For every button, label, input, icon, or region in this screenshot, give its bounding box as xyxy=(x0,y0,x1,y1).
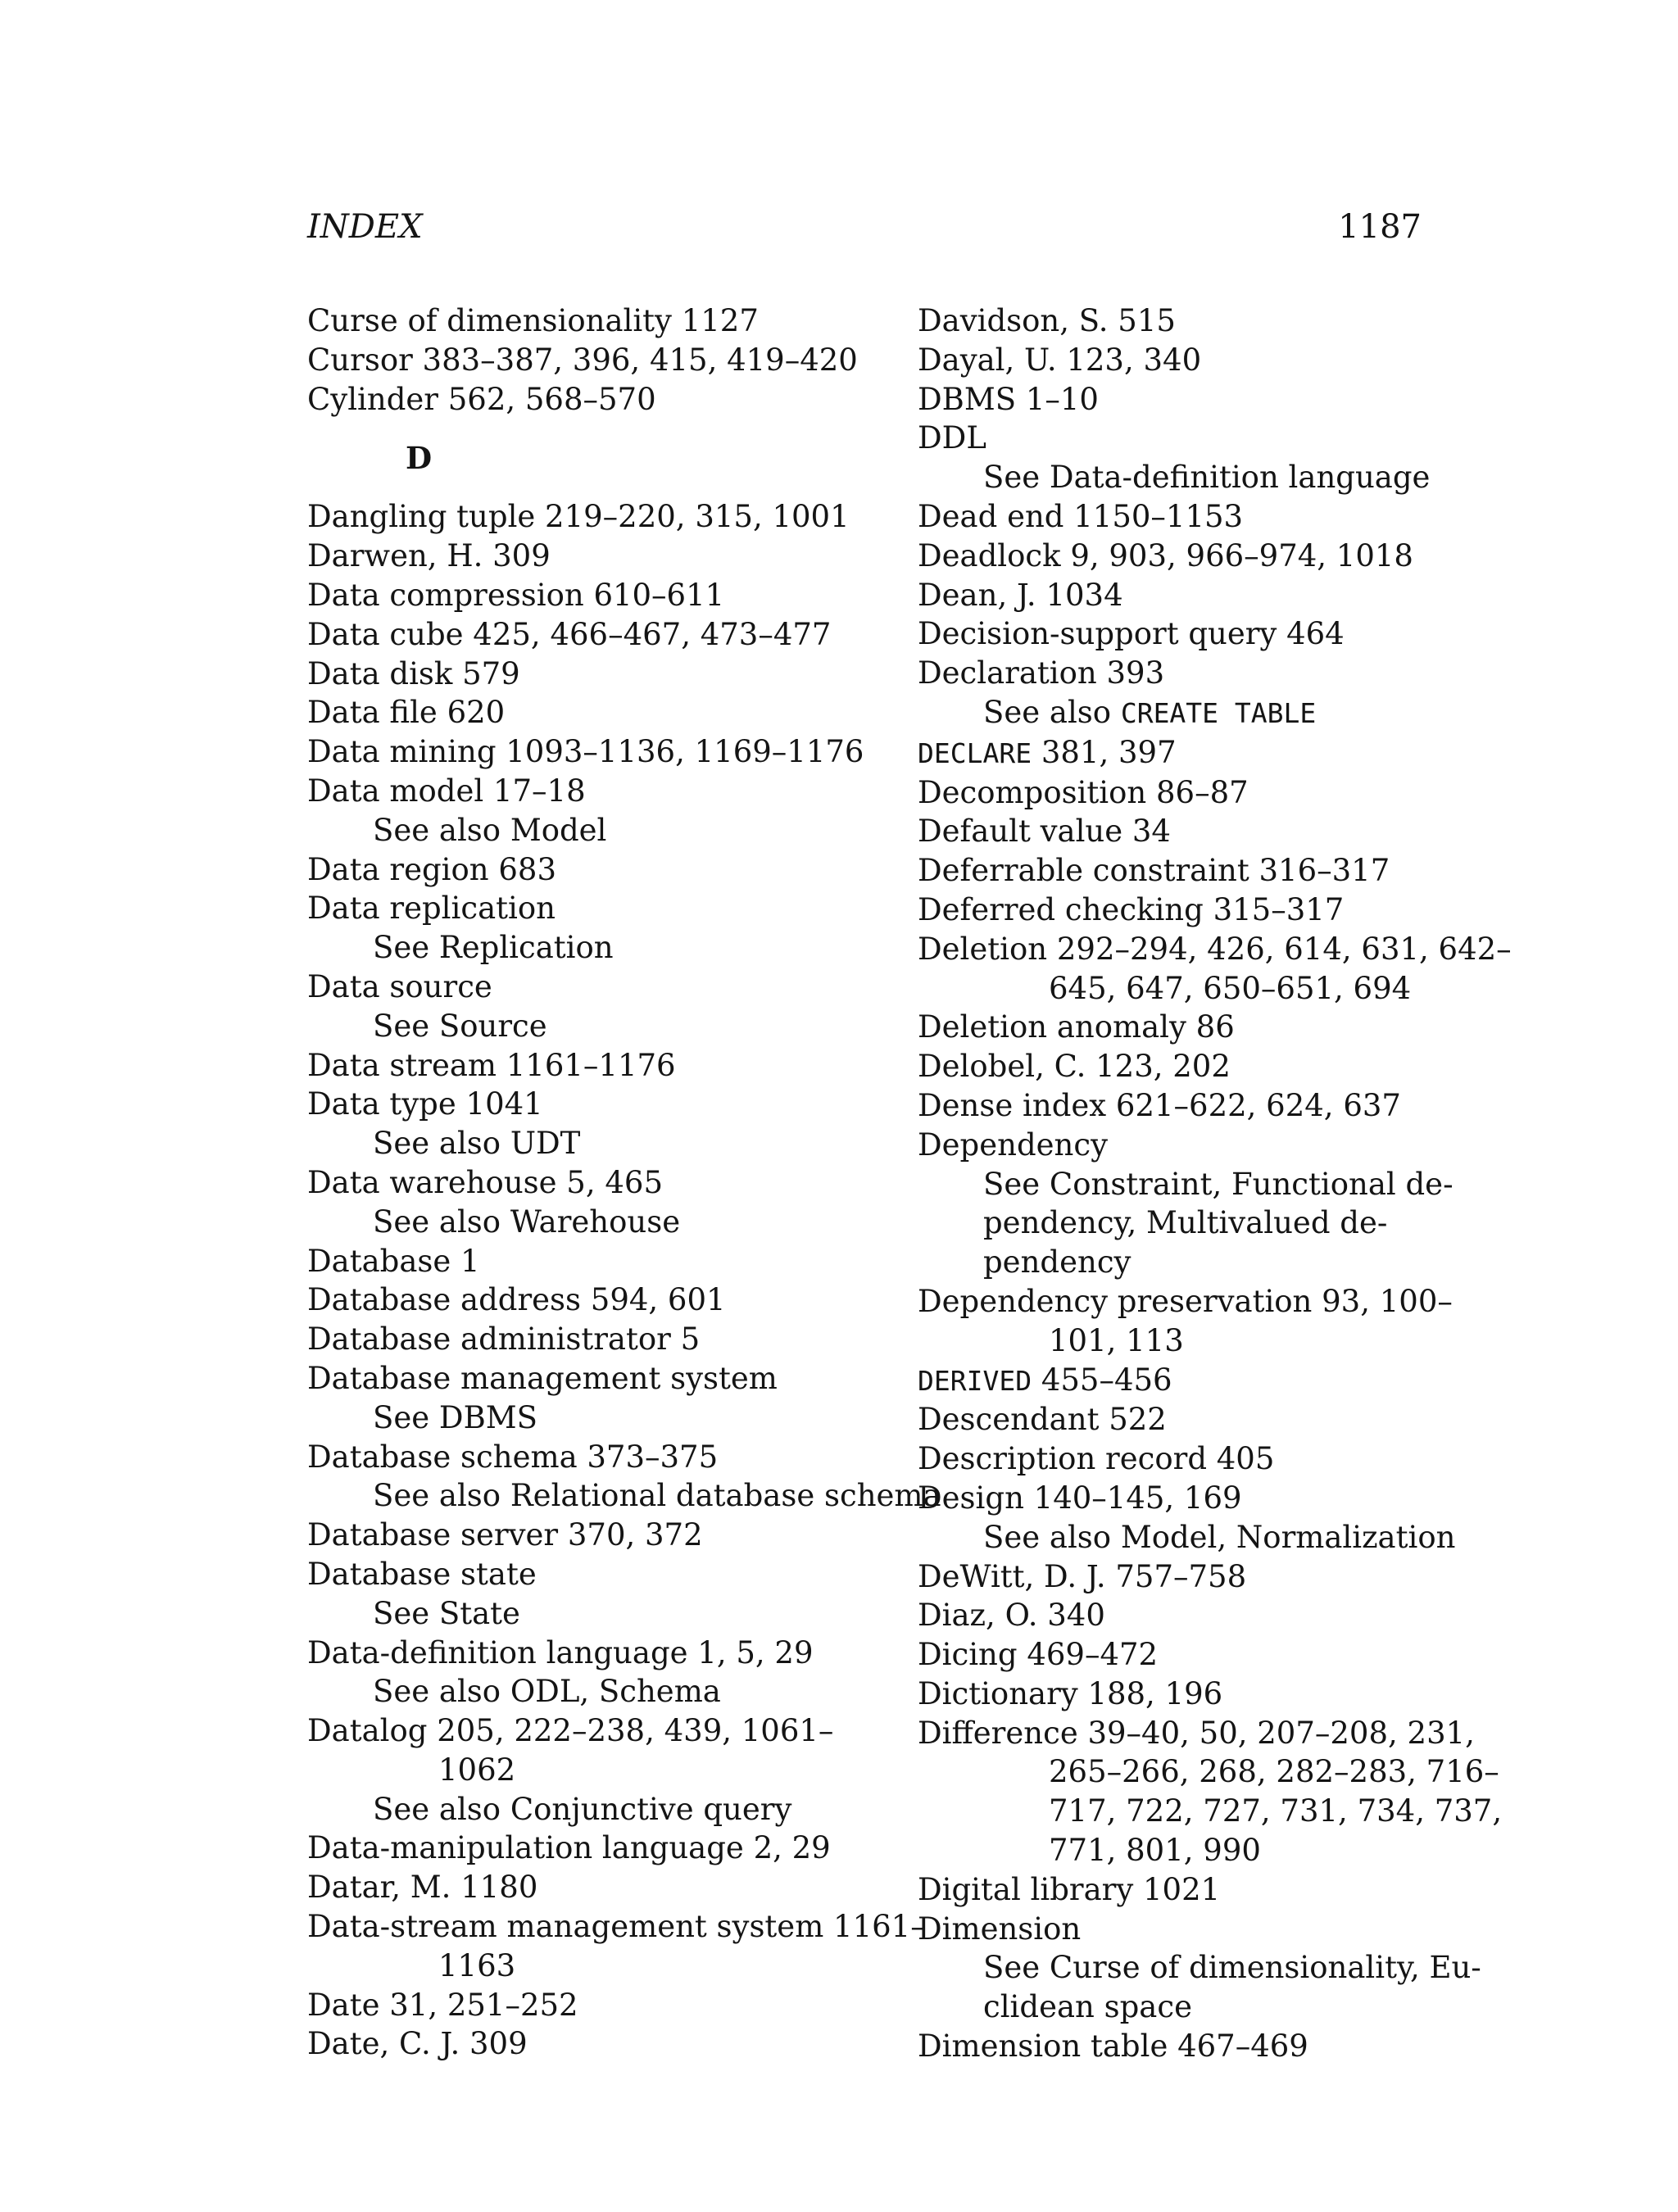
index-entry: Darwen, H. 309 xyxy=(307,538,551,574)
index-entry: Davidson, S. 515 xyxy=(918,303,1176,338)
index-entry: Default value 34 xyxy=(918,814,1171,850)
index-subentry: clidean space xyxy=(983,1989,1192,2025)
index-entry: Datalog 205, 222–238, 439, 1061– xyxy=(307,1713,834,1749)
index-entry: Data-definition language 1, 5, 29 xyxy=(307,1634,814,1670)
index-entry: Data replication xyxy=(307,891,556,927)
index-entry xyxy=(918,1361,1475,1401)
index-subentry: See State xyxy=(373,1595,520,1631)
index-entry: Dependency preservation 93, 100– xyxy=(918,1283,1453,1319)
index-entry: Deferred checking 315–317 xyxy=(918,891,1345,927)
index-entry: Date 31, 251–252 xyxy=(307,1987,578,2023)
entry-code: CREATE TABLE xyxy=(1120,696,1317,729)
index-subentry: See also Relational database schema xyxy=(373,1478,941,1514)
index-entry: Declaration 393 xyxy=(918,655,1165,691)
index-entry: Design 140–145, 169 xyxy=(918,1480,1242,1516)
entry-code: DECLARE xyxy=(918,737,1032,769)
index-entry: Data mining 1093–1136, 1169–1176 xyxy=(307,734,864,770)
index-entry-continuation: 265–266, 268, 282–283, 716– xyxy=(1049,1754,1499,1790)
section-letter: D xyxy=(406,440,433,477)
index-entry-continuation: 645, 647, 650–651, 694 xyxy=(1049,970,1412,1006)
index-entry: Data disk 579 xyxy=(307,655,520,691)
index-entry: Diaz, O. 340 xyxy=(918,1598,1105,1634)
index-entry: Dead end 1150–1153 xyxy=(918,498,1244,534)
index-subentry xyxy=(918,693,1475,733)
index-entry: Deadlock 9, 903, 966–974, 1018 xyxy=(918,537,1413,573)
index-entry-continuation: 717, 722, 727, 731, 734, 737, xyxy=(1049,1793,1503,1829)
index-entry: Dangling tuple 219–220, 315, 1001 xyxy=(307,499,850,535)
index-entry: Curse of dimensionality 1127 xyxy=(307,303,759,338)
index-subentry: See also UDT xyxy=(373,1126,581,1162)
index-entry: Dense index 621–622, 624, 637 xyxy=(918,1087,1401,1123)
index-entry-continuation: 1062 xyxy=(438,1752,516,1788)
index-entry: Dimension table 467–469 xyxy=(918,2028,1308,2065)
index-entry: DDL xyxy=(918,420,986,456)
page-number: 1187 xyxy=(1338,208,1422,246)
index-entry: Data region 683 xyxy=(307,851,557,887)
entry-pages: 381, 397 xyxy=(1032,734,1177,770)
index-entry: Data source xyxy=(307,968,492,1004)
index-subentry: See also Warehouse xyxy=(373,1203,681,1240)
index-entry: Digital library 1021 xyxy=(918,1871,1221,1907)
index-entry: Decision-support query 464 xyxy=(918,616,1345,652)
index-entry: Difference 39–40, 50, 207–208, 231, xyxy=(918,1715,1475,1751)
index-entry: Dayal, U. 123, 340 xyxy=(918,342,1202,378)
index-entry: Database administrator 5 xyxy=(307,1321,701,1358)
index-entry: Database server 370, 372 xyxy=(307,1517,703,1553)
running-head: INDEX xyxy=(307,208,423,246)
index-subentry: See Source xyxy=(373,1008,547,1044)
index-entry: Decomposition 86–87 xyxy=(918,774,1249,810)
index-entry: Dimension xyxy=(918,1911,1082,1947)
index-subentry: See Curse of dimensionality, Eu- xyxy=(983,1950,1481,1986)
index-entry: Delobel, C. 123, 202 xyxy=(918,1049,1231,1085)
index-entry xyxy=(918,733,1475,773)
index-entry: Data-stream management system 1161– xyxy=(307,1909,926,1945)
index-entry-continuation: 101, 113 xyxy=(1049,1322,1184,1358)
index-entry: Data stream 1161–1176 xyxy=(307,1047,676,1083)
index-entry: Data cube 425, 466–467, 473–477 xyxy=(307,616,832,652)
index-subentry: See also Conjunctive query xyxy=(373,1791,792,1827)
index-entry: Data type 1041 xyxy=(307,1086,543,1122)
index-entry: Cylinder 562, 568–570 xyxy=(307,381,656,417)
index-entry: Database schema 373–375 xyxy=(307,1439,719,1475)
index-entry: Deletion anomaly 86 xyxy=(918,1009,1235,1045)
index-subentry: See Constraint, Functional de- xyxy=(983,1166,1454,1202)
index-subentry: See also Model, Normalization xyxy=(983,1519,1456,1555)
index-entry: Description record 405 xyxy=(918,1441,1275,1477)
index-entry: Date, C. J. 309 xyxy=(307,2026,528,2062)
index-subentry: pendency xyxy=(983,1244,1132,1281)
index-column-left xyxy=(307,301,941,2064)
index-entry: Data-manipulation language 2, 29 xyxy=(307,1830,831,1866)
index-entry: Database state xyxy=(307,1556,537,1592)
index-entry: Data warehouse 5, 465 xyxy=(307,1164,663,1200)
index-entry: Data compression 610–611 xyxy=(307,577,725,613)
index-entry: Dictionary 188, 196 xyxy=(918,1675,1223,1711)
index-subentry: See Replication xyxy=(373,930,614,966)
index-entry: DeWitt, D. J. 757–758 xyxy=(918,1558,1247,1594)
index-subentry: See also Model xyxy=(373,812,607,848)
index-entry: Data file 620 xyxy=(307,695,506,731)
index-subentry: pendency, Multivalued de- xyxy=(983,1205,1388,1241)
index-entry: Database 1 xyxy=(307,1243,480,1279)
index-entry: Database address 594, 601 xyxy=(307,1282,726,1318)
index-entry: Cursor 383–387, 396, 415, 419–420 xyxy=(307,342,858,378)
index-entry-continuation: 1163 xyxy=(438,1947,516,1983)
index-entry: Descendant 522 xyxy=(918,1402,1167,1438)
index-entry: Database management system xyxy=(307,1360,778,1396)
index-subentry: See DBMS xyxy=(373,1399,537,1435)
index-subentry: See Data-definition language xyxy=(983,460,1431,496)
entry-code: DERIVED xyxy=(918,1364,1032,1397)
index-entry: Dean, J. 1034 xyxy=(918,577,1123,613)
entry-pages: 455–456 xyxy=(1032,1362,1172,1398)
index-entry: Data model 17–18 xyxy=(307,773,586,809)
index-column-right xyxy=(918,301,1512,2066)
index-entry: Dependency xyxy=(918,1126,1109,1163)
index-entry: Deletion 292–294, 426, 614, 631, 642– xyxy=(918,931,1512,967)
index-entry-continuation: 771, 801, 990 xyxy=(1049,1833,1261,1869)
index-entry: Deferrable constraint 316–317 xyxy=(918,853,1390,889)
page-header xyxy=(307,208,1422,257)
index-entry: Dicing 469–472 xyxy=(918,1637,1159,1673)
index-entry: DBMS 1–10 xyxy=(918,381,1099,417)
index-entry: Datar, M. 1180 xyxy=(307,1870,538,1906)
entry-text: See also xyxy=(983,694,1121,730)
index-subentry: See also ODL, Schema xyxy=(373,1674,721,1710)
